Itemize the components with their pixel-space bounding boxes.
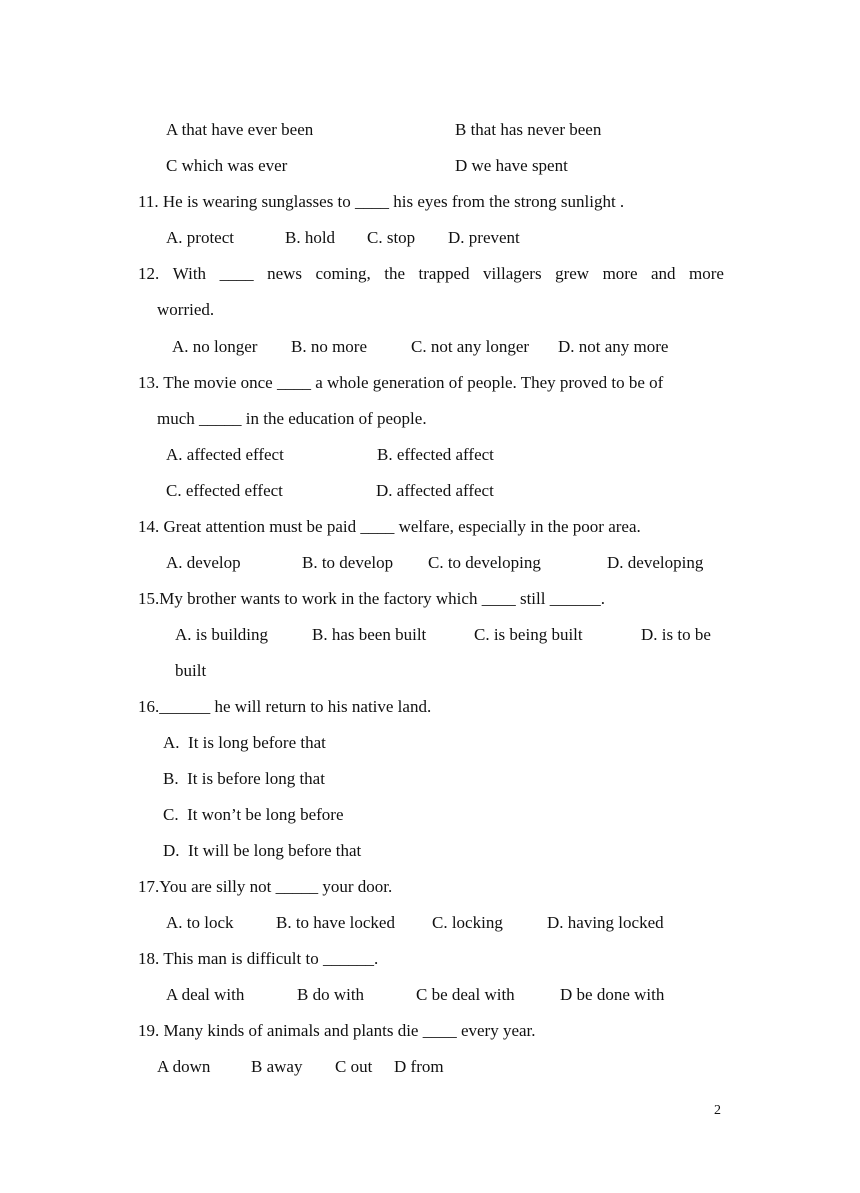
q19-option-b: B away bbox=[251, 1057, 303, 1076]
q13-stem-line2: much _____ in the education of people. bbox=[157, 409, 427, 428]
q15-option-c: C. is being built bbox=[474, 625, 583, 644]
q11-option-c: C. stop bbox=[367, 228, 416, 247]
q12-word: more bbox=[602, 264, 638, 283]
q12-word: news bbox=[267, 264, 303, 283]
q17-stem: 17.You are silly not _____ your door. bbox=[138, 877, 393, 896]
q12-stem-line2: worried. bbox=[157, 300, 215, 319]
q10-option-d: D we have spent bbox=[455, 156, 568, 175]
q12-option-d: D. not any more bbox=[558, 337, 669, 356]
q12-stem-line1 bbox=[138, 264, 724, 284]
q16-option-d: D. It will be long before that bbox=[163, 841, 362, 860]
q12-word: the bbox=[384, 264, 406, 283]
q12-option-a: A. no longer bbox=[172, 337, 258, 356]
q12-word: With bbox=[172, 264, 207, 283]
q18-option-c: C be deal with bbox=[416, 985, 515, 1004]
q16-stem: 16.______ he will return to his native land. bbox=[138, 697, 432, 716]
q18-option-a: A deal with bbox=[166, 985, 245, 1004]
q17-option-a: A. to lock bbox=[166, 913, 234, 932]
q10-option-a: A that have ever been bbox=[166, 120, 314, 139]
q15-option-d: D. is to be bbox=[641, 625, 711, 644]
q19-option-c: C out bbox=[335, 1057, 373, 1076]
q12-word: coming, bbox=[315, 264, 371, 283]
q16-option-c: C. It won’t be long before bbox=[163, 805, 344, 824]
q12-word: more bbox=[689, 264, 724, 283]
q14-option-b: B. to develop bbox=[302, 553, 394, 572]
q19-stem: 19. Many kinds of animals and plants die ____ every year. bbox=[138, 1021, 536, 1040]
page-number: 2 bbox=[714, 1103, 721, 1118]
q13-option-c: C. effected effect bbox=[166, 481, 283, 500]
q12-option-c: C. not any longer bbox=[411, 337, 530, 356]
q11-option-b: B. hold bbox=[285, 228, 336, 247]
q11-option-d: D. prevent bbox=[448, 228, 520, 247]
q14-option-d: D. developing bbox=[607, 553, 704, 572]
q15-option-a: A. is building bbox=[175, 625, 269, 644]
q18-option-d: D be done with bbox=[560, 985, 665, 1004]
q13-option-a: A. affected effect bbox=[166, 445, 284, 464]
q12-word: villagers bbox=[483, 264, 542, 283]
q10-option-c: C which was ever bbox=[166, 156, 288, 175]
q11-stem: 11. He is wearing sunglasses to ____ his eyes from the strong sunlight . bbox=[138, 192, 625, 211]
q15-stem: 15.My brother wants to work in the factory which ____ still ______. bbox=[138, 589, 605, 608]
q15-option-d-continued: built bbox=[175, 661, 207, 680]
q12-option-b: B. no more bbox=[291, 337, 368, 356]
q16-option-a: A. It is long before that bbox=[163, 733, 326, 752]
q13-option-b: B. effected affect bbox=[377, 445, 494, 464]
q17-option-d: D. having locked bbox=[547, 913, 664, 932]
q14-option-c: C. to developing bbox=[428, 553, 541, 572]
q12-word: 12. bbox=[138, 264, 160, 283]
q18-stem: 18. This man is difficult to ______. bbox=[138, 949, 379, 968]
q14-option-a: A. develop bbox=[166, 553, 241, 572]
q10-option-b: B that has never been bbox=[455, 120, 602, 139]
q13-option-d: D. affected affect bbox=[376, 481, 494, 500]
q11-option-a: A. protect bbox=[166, 228, 234, 247]
q17-option-c: C. locking bbox=[432, 913, 503, 932]
q17-option-b: B. to have locked bbox=[276, 913, 395, 932]
q19-option-d: D from bbox=[394, 1057, 444, 1076]
q12-word: grew bbox=[555, 264, 590, 283]
q18-option-b: B do with bbox=[297, 985, 365, 1004]
q15-option-b: B. has been built bbox=[312, 625, 427, 644]
q14-stem: 14. Great attention must be paid ____ welfare, especially in the poor area. bbox=[138, 517, 641, 536]
q13-stem-line1: 13. The movie once ____ a whole generation of people. They proved to be of bbox=[138, 373, 664, 392]
q12-word: ____ bbox=[219, 264, 254, 283]
q19-option-a: A down bbox=[157, 1057, 211, 1076]
q16-option-b: B. It is before long that bbox=[163, 769, 325, 788]
q12-word: trapped bbox=[418, 264, 470, 283]
q12-word: and bbox=[651, 264, 676, 283]
